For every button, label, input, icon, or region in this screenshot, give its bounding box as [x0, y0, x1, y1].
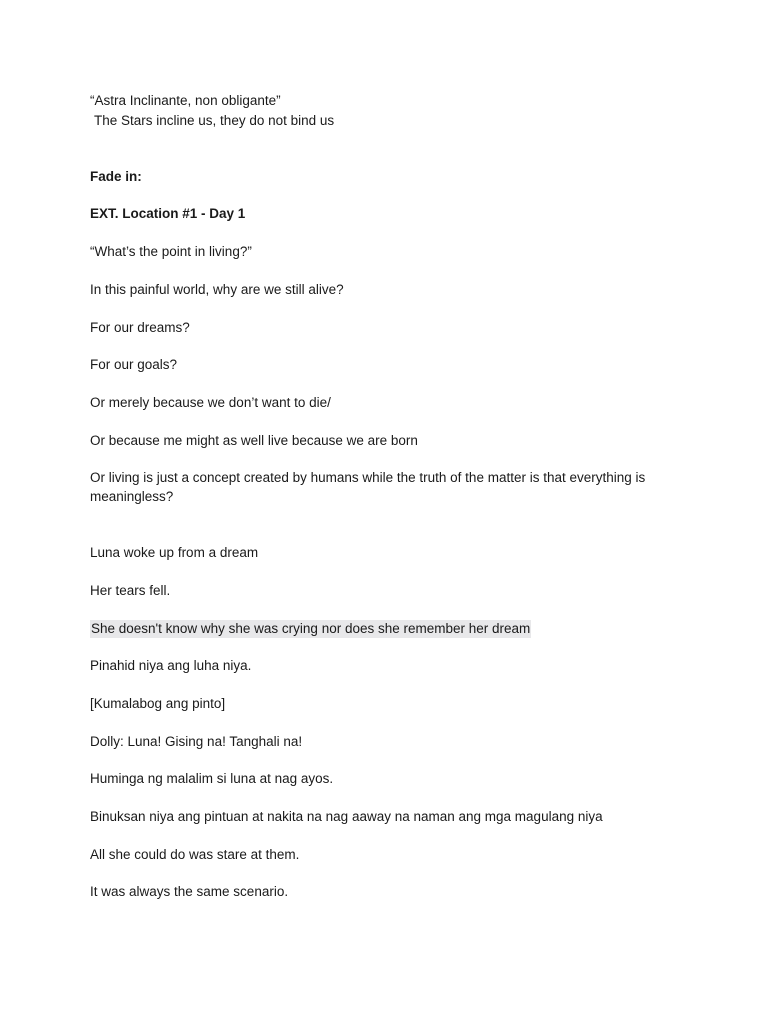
dialogue-line: Dolly: Luna! Gising na! Tanghali na! — [90, 734, 303, 749]
stage-direction: [Kumalabog ang pinto] — [90, 696, 226, 711]
script-line: Luna woke up from a dream — [90, 545, 259, 560]
script-line: Pinahid niya ang luha niya. — [90, 658, 252, 673]
epigraph-latin: “Astra Inclinante, non obligante” — [90, 93, 281, 108]
script-line: Binuksan niya ang pintuan at nakita na nag aaway na naman ang mga magulang niya — [90, 809, 603, 824]
text-highlight: She doesn't know why she was crying nor does she remember her dream — [91, 621, 531, 636]
script-line: “What’s the point in living?” — [90, 244, 252, 259]
fade-in-heading: Fade in: — [90, 169, 142, 184]
script-line: Or because me might as well live because we are born — [90, 433, 418, 448]
script-line: For our dreams? — [90, 320, 190, 335]
script-line: It was always the same scenario. — [90, 884, 289, 899]
scene-heading: EXT. Location #1 - Day 1 — [90, 206, 246, 221]
script-line: Or merely because we don’t want to die/ — [90, 395, 331, 410]
script-line: Huminga ng malalim si luna at nag ayos. — [90, 771, 334, 786]
script-paragraph: Or living is just a concept created by humans while the truth of the matter is that everything is meaningless? — [90, 470, 646, 504]
epigraph-translation: The Stars incline us, they do not bind us — [94, 113, 335, 128]
script-line: Her tears fell. — [90, 583, 171, 598]
script-line: In this painful world, why are we still alive? — [90, 282, 344, 297]
script-line: All she could do was stare at them. — [90, 847, 300, 862]
script-line: For our goals? — [90, 357, 178, 372]
highlighted-line — [90, 619, 531, 638]
